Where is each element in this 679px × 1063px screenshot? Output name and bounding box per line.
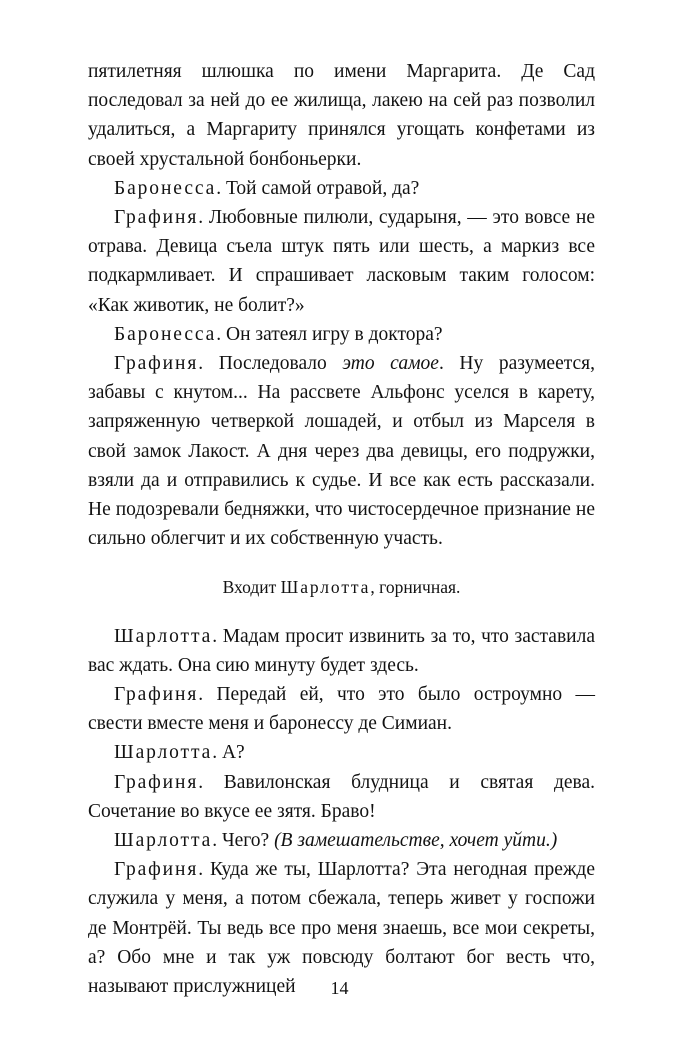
paragraph [88, 768, 595, 826]
speaker-name: Баронесса [114, 177, 217, 199]
text-run: . Той самой отравой, да? [216, 177, 420, 199]
text-run: . Передай ей, что это было остроумно — свести вместе меня и баронессу де Симиан. [88, 684, 595, 735]
body-text-bottom [88, 622, 595, 1002]
paragraph [88, 320, 595, 349]
text-run: . Последовало [198, 353, 343, 375]
speaker-name: Шарлотта [114, 625, 213, 647]
speaker-name: Шарлотта [114, 830, 213, 852]
paragraph [88, 203, 595, 320]
paragraph [88, 57, 595, 174]
speaker-name: Графиня [114, 207, 199, 229]
text-run: . Куда же ты, Шарлотта? Эта негодная прежде служила у меня, а потом сбежала, теперь живет у госпожи де Монтрёй. Ты ведь все про меня знаешь, все мои секреты, а? Обо мне и так уж повсюду болтают бог весть что, называют прислужницей [88, 859, 595, 998]
speaker-name: Графиня [114, 771, 199, 793]
speaker-name: Графиня [114, 353, 199, 375]
text-run: . Любовные пилюли, сударыня, — это вовсе не отрава. Девица съела штук пять или шесть, а маркиз все подкармливает. И спрашивает ласковым таким голосом: «Как животик, не болит?» [88, 207, 595, 316]
stage-direction-after: , горничная. [370, 577, 461, 598]
text-run: пятилетняя шлюшка по имени Маргарита. Де Сад последовал за ней до ее жилища, лакею на сей раз позволил удалиться, а Маргариту принялся угощать конфетами из своей хрустальной бонбоньерки. [88, 61, 595, 170]
speaker-name: Баронесса [114, 323, 217, 345]
speaker-name: Шарлотта [114, 742, 213, 764]
text-run: . Ну разумеется, забавы с кнутом... На рассвете Альфонс уселся в карету, запряженную четверкой лошадей, и отбыл из Марселя в свой замок Лакост. А дня через два девицы, его подружки, взяли да и отправились к судье. И все как есть рассказали. Не подозревали бедняжки, что чистосердечное признание не сильно облегчит и их собственную участь. [88, 353, 595, 550]
paragraph [88, 349, 595, 553]
speaker-name: Графиня [114, 859, 199, 881]
paragraph [88, 680, 595, 738]
paragraph [88, 738, 595, 767]
paragraph [88, 174, 595, 203]
paragraph [88, 622, 595, 680]
speaker-name: Графиня [114, 684, 199, 706]
text-run: . Чего? [212, 830, 275, 852]
emphasis-text: это самое [342, 353, 439, 375]
stage-direction [88, 553, 595, 621]
text-run: . Мадам просит извинить за то, что заставила вас ждать. Она сию минуту будет здесь. [88, 625, 595, 676]
stage-direction-character: Шарлотта [280, 577, 371, 598]
paragraph [88, 826, 595, 855]
text-run: . А? [212, 742, 245, 764]
stage-direction-before: Входит [222, 577, 281, 598]
text-run: . Он затеял игру в доктора? [216, 323, 443, 345]
text-run: . Вавилонская блудница и святая дева. Сочетание во вкусе ее зятя. Браво! [88, 771, 595, 822]
page-number: 14 [330, 978, 349, 998]
body-text-top [88, 57, 595, 553]
emphasis-text: (В замешательстве, хочет уйти.) [274, 830, 558, 852]
